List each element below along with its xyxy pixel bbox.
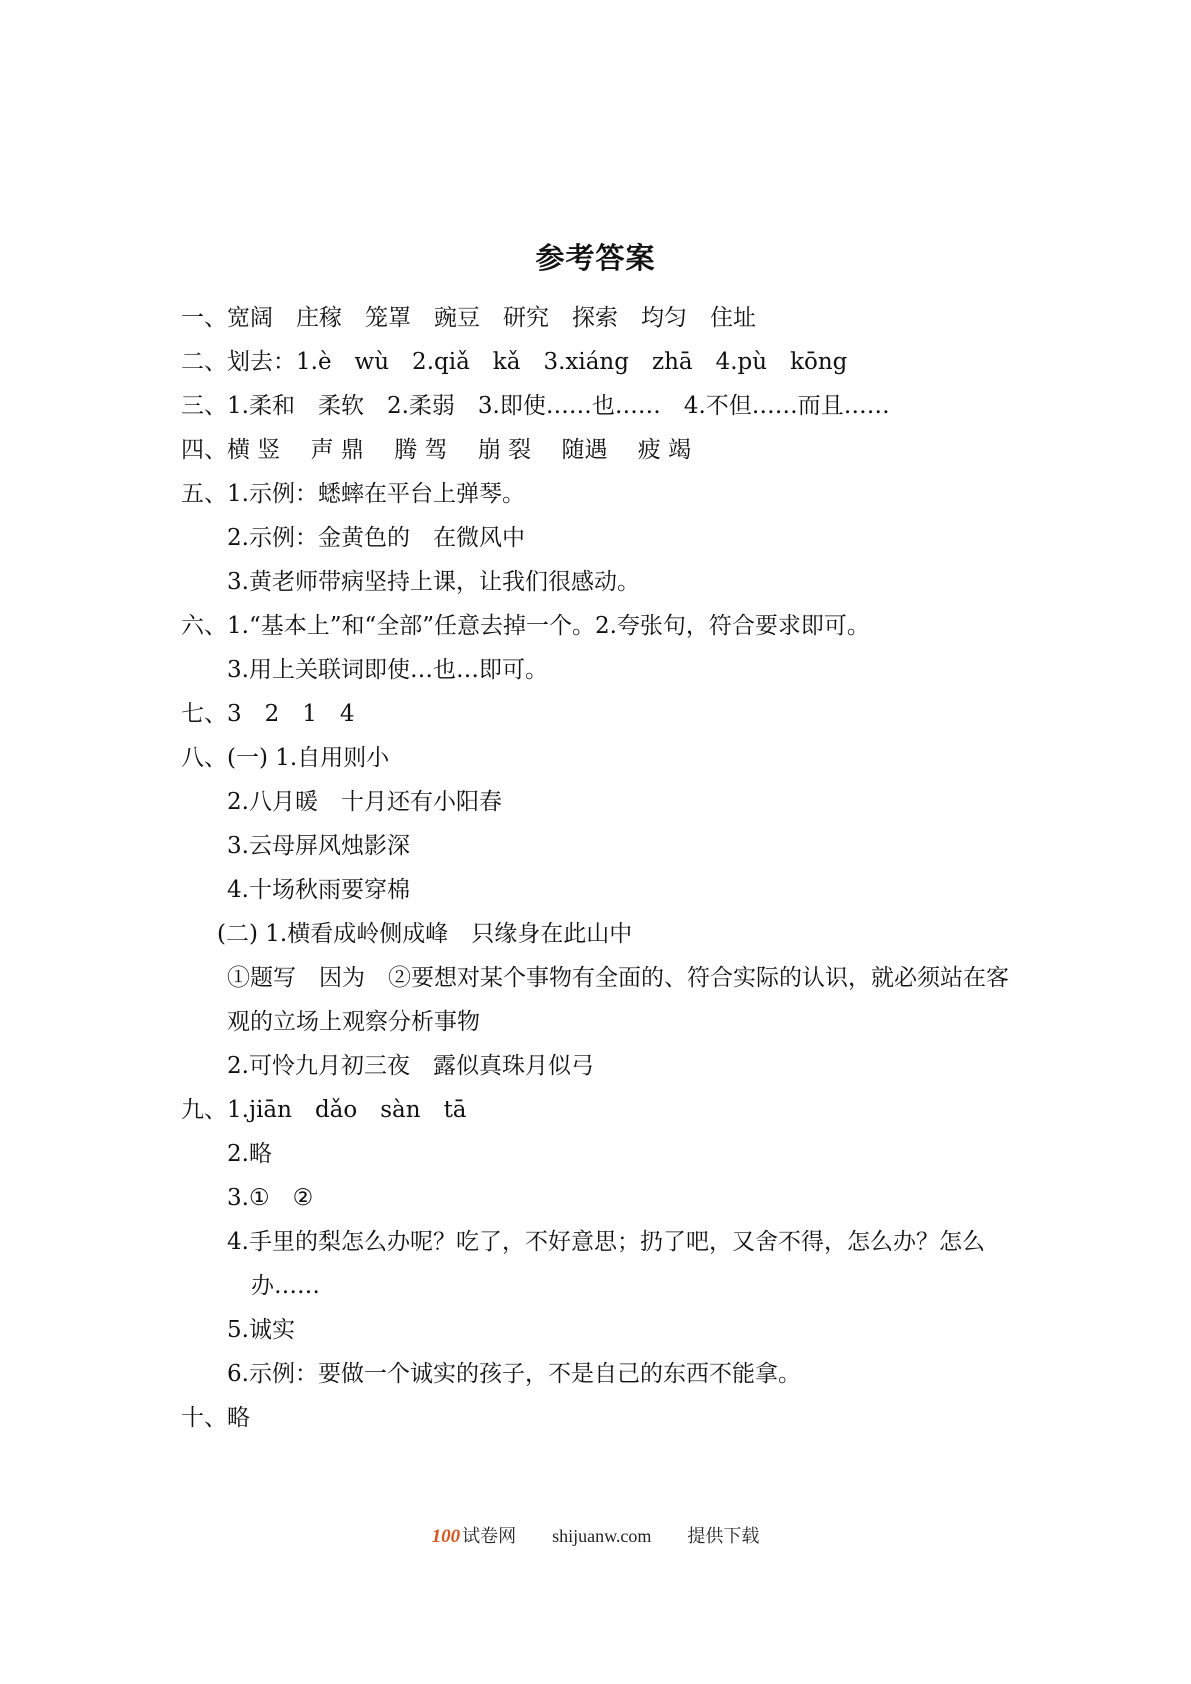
answer-line-4: 四、横 竖 声 鼎 腾 驾 崩 裂 随遇 疲 竭 bbox=[181, 437, 692, 463]
answer-line-8-4: 4.十场秋雨要穿棉 bbox=[227, 877, 410, 903]
download-note: 提供下载 bbox=[687, 1526, 760, 1546]
answer-line-8-2: 2.八月暖 十月还有小阳春 bbox=[227, 789, 502, 815]
site-name: 试卷网 bbox=[462, 1526, 517, 1546]
answer-line-8-part2: (二) 1.横看成岭侧成峰 只缘身在此山中 bbox=[217, 921, 633, 947]
answer-line-5: 五、1.示例：蟋蟀在平台上弹琴。 bbox=[181, 481, 525, 507]
answer-list bbox=[181, 296, 1031, 1440]
answer-line-9-2: 2.略 bbox=[227, 1141, 272, 1167]
site-domain[interactable]: shijuanw.com bbox=[552, 1526, 652, 1546]
answer-line-1: 一、宽阔 庄稼 笼罩 豌豆 研究 探索 均匀 住址 bbox=[181, 305, 756, 331]
answer-line-9: 九、1.jiān dǎo sàn tā bbox=[181, 1097, 467, 1123]
answer-line-5-2: 2.示例：金黄色的 在微风中 bbox=[227, 525, 525, 551]
answer-line-9-3: 3.① ② bbox=[227, 1185, 314, 1211]
answer-line-7: 七、3 2 1 4 bbox=[181, 701, 355, 727]
answer-line-3: 三、1.柔和 柔软 2.柔弱 3.即使……也…… 4.不但……而且…… bbox=[181, 393, 890, 419]
answer-line-9-6: 6.示例：要做一个诚实的孩子，不是自己的东西不能拿。 bbox=[227, 1361, 801, 1387]
answer-line-2: 二、划去：1.è wù 2.qiǎ kǎ 3.xiáng zhā 4.pù kōng bbox=[181, 349, 848, 375]
answer-line-8-3: 3.云母屏风烛影深 bbox=[227, 833, 410, 859]
page-title: 参考答案 bbox=[535, 241, 656, 275]
answer-line-6-3: 3.用上关联词即使…也…即可。 bbox=[227, 657, 548, 683]
answer-line-8-part2-detail: ①题写 因为 ②要想对某个事物有全面的、符合实际的认识，就必须站在客观的立场上观察分析事物 bbox=[227, 965, 1009, 1035]
answer-line-6: 六、1.“基本上”和“全部”任意去掉一个。2.夸张句，符合要求即可。 bbox=[181, 613, 870, 639]
answer-line-10: 十、略 bbox=[181, 1405, 250, 1431]
page-footer bbox=[0, 1522, 1191, 1548]
site-logo: 100 bbox=[431, 1526, 461, 1547]
answer-line-8-part2-2: 2.可怜九月初三夜 露似真珠月似弓 bbox=[227, 1053, 594, 1079]
answer-line-9-4: 4.手里的梨怎么办呢？吃了，不好意思；扔了吧，又舍不得，怎么办？怎么办…… bbox=[227, 1229, 985, 1299]
answer-line-5-3: 3.黄老师带病坚持上课，让我们很感动。 bbox=[227, 569, 640, 595]
answer-line-9-5: 5.诚实 bbox=[227, 1317, 295, 1343]
answer-line-8: 八、(一) 1.自用则小 bbox=[181, 745, 390, 771]
